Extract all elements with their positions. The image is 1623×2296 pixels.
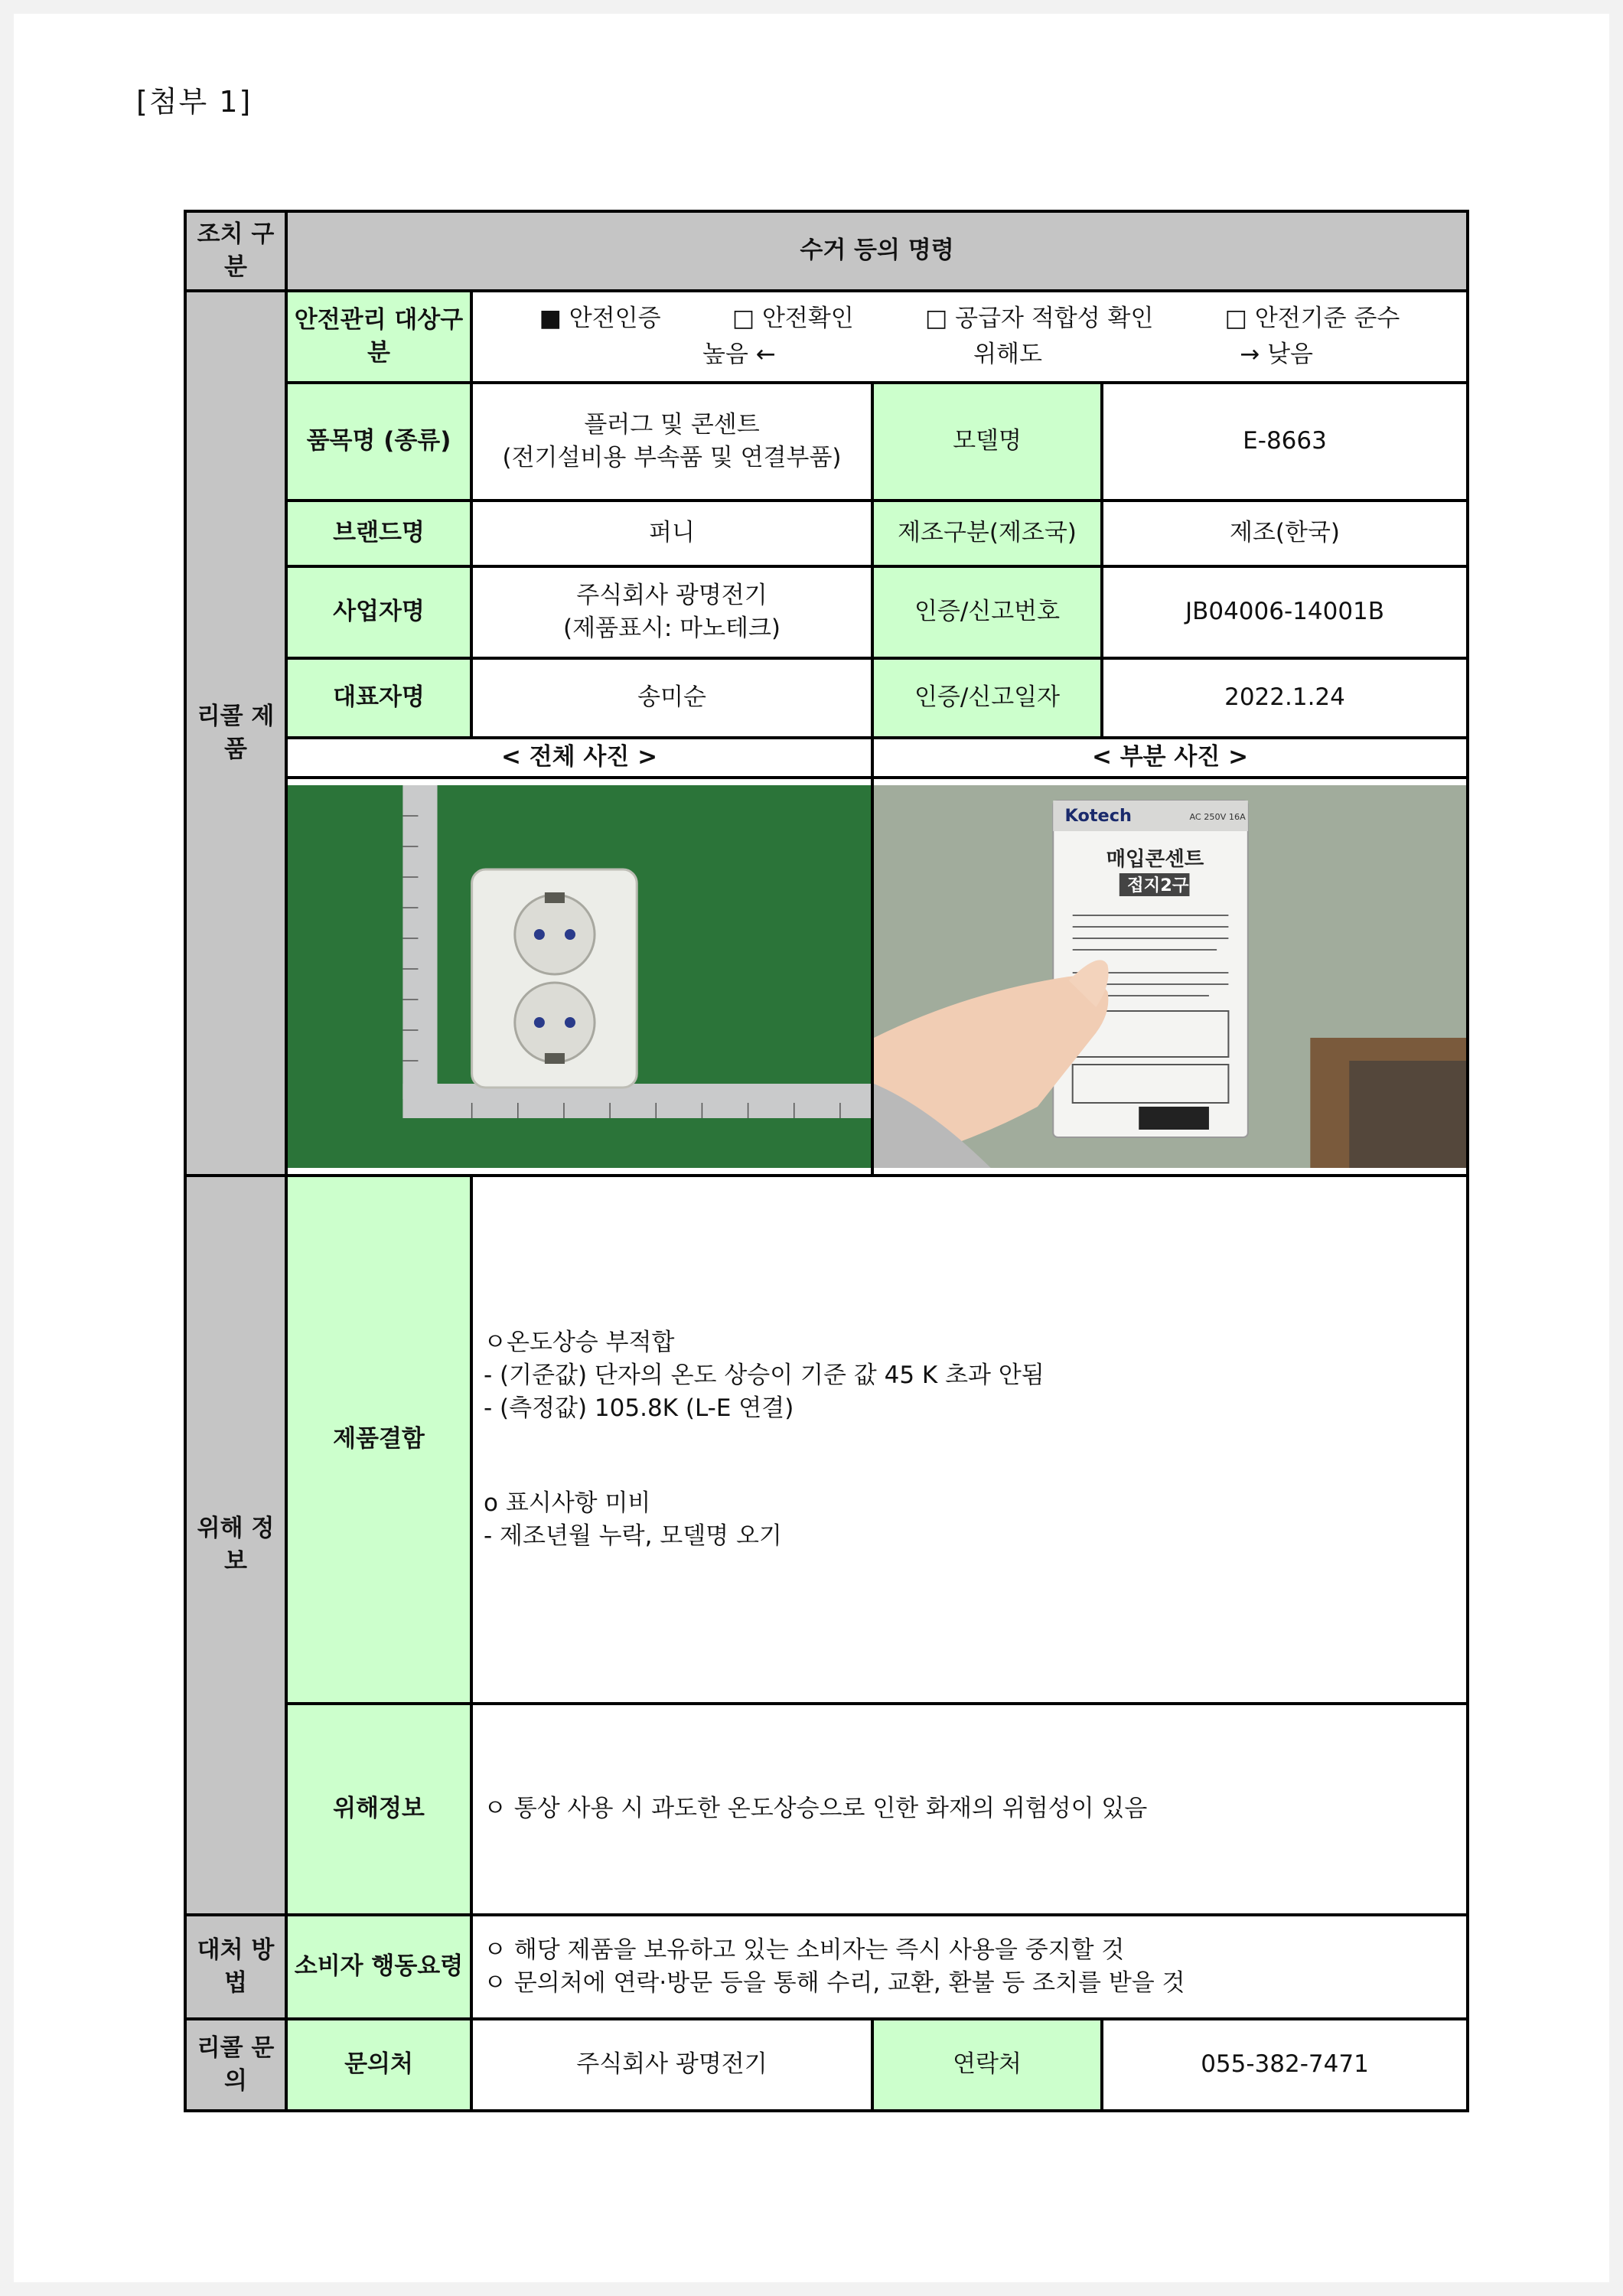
photo-full-label: < 전체 사진 >	[286, 738, 872, 778]
cert-date-value: 2022.1.24	[1102, 658, 1468, 738]
package-rating: AC 250V 16A	[1189, 812, 1246, 822]
cert-no-value: JB04006-14001B	[1102, 566, 1468, 658]
defect-lines	[484, 1326, 1466, 1554]
option-safety-confirm: □ 안전확인	[732, 304, 854, 332]
defect-line: - (기준값) 단자의 온도 상승이 기준 값 45 K 초과 안됨	[484, 1361, 1045, 1389]
phone-label: 연락처	[872, 2019, 1102, 2111]
defect-value	[471, 1176, 1468, 1704]
consumer-guidance	[471, 1915, 1468, 2019]
package-title: 매입콘센트	[1106, 848, 1204, 871]
cert-no-label: 인증/신고번호	[872, 566, 1102, 658]
target-options	[473, 302, 1466, 335]
brand-label: 브랜드명	[286, 501, 471, 566]
item-label: 품목명 (종류)	[286, 383, 471, 501]
category-label: 조치 구분	[185, 211, 286, 291]
package-brand: Kotech	[1064, 806, 1132, 826]
item-value-line2: (전기설비용 부속품 및 연결부품)	[502, 444, 842, 471]
guidance-line: ㅇ 해당 제품을 보유하고 있는 소비자는 즉시 사용을 중지할 것	[484, 1936, 1125, 1964]
package-subtitle: 접지2구	[1126, 876, 1189, 895]
recall-table	[184, 210, 1469, 2112]
risk-low: → 낮음	[1240, 341, 1313, 368]
defect-line: - (측정값) 105.8K (L-E 연결)	[484, 1394, 794, 1423]
section-hazard-info: 위해 정보	[185, 1176, 286, 1915]
contact-label: 문의처	[286, 2019, 471, 2111]
page-title: 수거 등의 명령	[286, 211, 1468, 291]
contact-value: 주식회사 광명전기	[471, 2019, 872, 2111]
phone-value: 055-382-7471	[1102, 2019, 1468, 2111]
section-action: 대처 방법	[185, 1915, 286, 2019]
marking-line: o 표시사항 미비	[484, 1489, 651, 1517]
model-value: E-8663	[1102, 383, 1468, 501]
guidance-line: ㅇ 문의처에 연락·방문 등을 통해 수리, 교환, 환불 등 조치를 받을 것	[484, 1969, 1185, 1997]
item-value	[471, 383, 872, 501]
company-value-line2: (제품표시: 마노테크)	[562, 615, 781, 642]
option-safety-cert: ■ 안전인증	[539, 304, 661, 332]
risk-mid: 위해도	[973, 341, 1042, 368]
origin-value: 제조(한국)	[1102, 501, 1468, 566]
photo-part-cell	[872, 778, 1468, 1176]
consumer-label: 소비자 행동요령	[286, 1915, 471, 2019]
hazard-value: ㅇ 통상 사용 시 과도한 온도상승으로 인한 화재의 위험성이 있음	[471, 1704, 1468, 1915]
section-inquiry: 리콜 문의	[185, 2019, 286, 2111]
risk-scale	[473, 335, 1466, 371]
brand-value: 퍼니	[471, 501, 872, 566]
model-label: 모델명	[872, 383, 1102, 501]
company-value-line1: 주식회사 광명전기	[576, 581, 768, 609]
company-label: 사업자명	[286, 566, 471, 658]
risk-high: 높음 ←	[702, 341, 776, 368]
marking-line: - 제조년월 누락, 모델명 오기	[484, 1522, 782, 1551]
target-cell	[471, 291, 1468, 383]
origin-label: 제조구분(제조국)	[872, 501, 1102, 566]
target-label: 안전관리 대상구분	[286, 291, 471, 383]
option-safety-standard: □ 안전기준 준수	[1224, 304, 1400, 332]
attachment-label: [첨부 1]	[136, 85, 253, 119]
company-value	[471, 566, 872, 658]
document-page	[14, 14, 1609, 2282]
hazard-label: 위해정보	[286, 1704, 471, 1915]
photo-full-cell	[286, 778, 872, 1176]
defect-line: ㅇ온도상승 부적합	[484, 1328, 675, 1356]
option-supplier-conformity: □ 공급자 적합성 확인	[925, 304, 1154, 332]
full-product-photo	[288, 785, 871, 1168]
photo-part-label: < 부분 사진 >	[872, 738, 1468, 778]
cert-date-label: 인증/신고일자	[872, 658, 1102, 738]
rep-label: 대표자명	[286, 658, 471, 738]
item-value-line1: 플러그 및 콘센트	[584, 410, 760, 439]
rep-value: 송미순	[471, 658, 872, 738]
defect-label: 제품결함	[286, 1176, 471, 1704]
package-photo	[874, 785, 1466, 1168]
section-recall-product: 리콜 제품	[185, 291, 286, 1176]
